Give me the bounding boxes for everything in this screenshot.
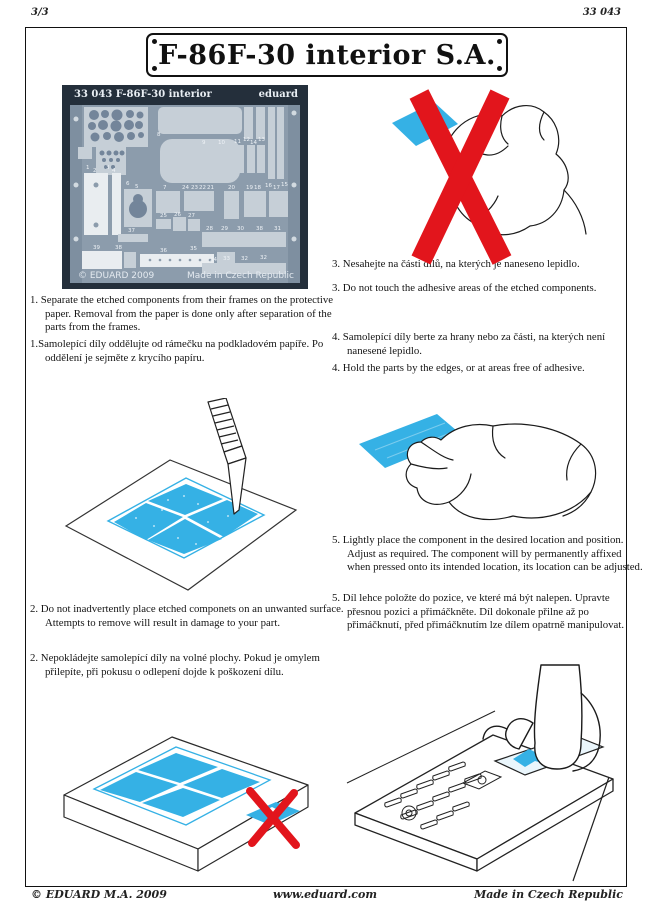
- press-in-place-illustration: [345, 663, 630, 883]
- step5-text-en: 5. Lightly place the component in the desired location and position. Adjust as required. The component will by permanently affixed when pressed onto its intended location, its location can be adjusted.: [332, 534, 643, 574]
- rivet-dot-icon: [152, 39, 157, 44]
- svg-text:5: 5: [135, 184, 139, 190]
- svg-text:29: 29: [221, 226, 228, 232]
- photoetch-fret-photo: [62, 85, 308, 289]
- svg-text:16: 16: [265, 183, 272, 189]
- step2-text-cz: 2. Nepokládejte samolepící díly na volné plochy. Pokud je omylem přilepíte, při pokusu o odlepení dojde k poškození dílu.: [30, 652, 320, 678]
- svg-text:37: 37: [128, 228, 135, 234]
- svg-text:27: 27: [188, 213, 195, 219]
- svg-text:35: 35: [190, 246, 197, 252]
- svg-text:15: 15: [281, 182, 288, 188]
- svg-text:8: 8: [157, 132, 161, 138]
- svg-text:28: 28: [206, 226, 213, 232]
- fret-plate: [70, 105, 300, 283]
- svg-text:11: 11: [234, 139, 241, 145]
- svg-text:2: 2: [93, 168, 97, 174]
- hold-part-graphic: [345, 392, 605, 527]
- title-plate: [146, 33, 508, 77]
- rivet-dot-icon: [152, 66, 157, 71]
- step1-text-en: 1. Separate the etched components from their frames on the protective paper. Removal from the paper is done only after separation of the parts from the frames.: [30, 294, 334, 334]
- knife-removal-illustration: [58, 398, 303, 598]
- svg-text:32: 32: [260, 255, 267, 261]
- hold-part-illustration: [345, 392, 605, 527]
- fret-brand-logo: eduard: [258, 89, 298, 100]
- press-in-place-graphic: [345, 663, 630, 883]
- svg-text:6: 6: [126, 181, 130, 187]
- wrong-surface-graphic: [50, 703, 325, 883]
- svg-text:10: 10: [218, 140, 225, 146]
- no-touch-illustration: [372, 88, 600, 266]
- footer-website: www.eduard.com: [273, 888, 377, 901]
- svg-text:25: 25: [160, 213, 167, 219]
- svg-text:9: 9: [202, 140, 206, 146]
- step2-text-en: 2. Do not inadvertently place etched componets on an unwanted surface. Attempts to remove will result in damage to your part.: [30, 603, 344, 629]
- no-touch-graphic: [372, 88, 600, 266]
- step4-text-en: 4. Hold the parts by the edges, or at areas free of adhesive.: [332, 362, 585, 374]
- fret-copyright: © EDUARD 2009: [78, 271, 155, 281]
- wrong-surface-illustration: [50, 703, 325, 883]
- svg-text:19: 19: [246, 185, 253, 191]
- rivet-dot-icon: [497, 39, 502, 44]
- page-number: 3/3: [31, 7, 49, 18]
- svg-text:21: 21: [207, 185, 214, 191]
- page-title: F-86F-30 interior S.A.: [158, 39, 496, 71]
- svg-text:26: 26: [174, 212, 181, 218]
- svg-text:31: 31: [274, 226, 281, 232]
- svg-text:30: 30: [237, 226, 244, 232]
- step3-text-en: 3. Do not touch the adhesive areas of the etched components.: [332, 282, 597, 294]
- fret-header-code: 33 043 F-86F-30 interior: [74, 89, 212, 100]
- step1-text-cz: 1.Samolepící díly oddělujte od rámečku na podkladovém papíře. Po oddělení je sejměte z krycího papíru.: [30, 338, 324, 364]
- fret-made-in: Made in Czech Republic: [187, 271, 294, 281]
- svg-text:39: 39: [93, 245, 100, 251]
- svg-text:14: 14: [250, 140, 257, 146]
- svg-text:34: 34: [210, 257, 217, 263]
- svg-text:20: 20: [228, 185, 235, 191]
- svg-text:38: 38: [256, 226, 263, 232]
- svg-text:24: 24: [182, 185, 189, 191]
- fret-parts-graphic: [70, 105, 300, 283]
- svg-text:22: 22: [199, 185, 206, 191]
- svg-text:3: 3: [106, 165, 110, 171]
- product-code: 33 043: [582, 7, 621, 18]
- svg-text:33: 33: [223, 256, 230, 262]
- svg-text:23: 23: [191, 185, 198, 191]
- svg-text:12: 12: [243, 137, 250, 143]
- svg-text:17: 17: [273, 185, 280, 191]
- svg-text:1: 1: [86, 165, 90, 171]
- svg-text:7: 7: [163, 185, 167, 191]
- footer-made-in: Made in Czech Republic: [474, 888, 623, 901]
- svg-text:38: 38: [115, 245, 122, 251]
- svg-text:32: 32: [241, 256, 248, 262]
- svg-text:36: 36: [160, 248, 167, 254]
- knife-removal-graphic: [58, 398, 303, 598]
- step5-text-cz: 5. Díl lehce položte do pozice, ve které má být nalepen. Upravte přesnou pozici a přimáčkněte. Díl dokonale přilne až po přimáčknutí, před přimáčknutím lze dílem opatrně manipulovat.: [332, 592, 625, 632]
- footer-copyright: © EDUARD M.A. 2009: [31, 888, 167, 901]
- svg-text:18: 18: [254, 185, 261, 191]
- svg-text:4: 4: [112, 168, 116, 174]
- rivet-dot-icon: [497, 66, 502, 71]
- svg-text:13: 13: [258, 137, 265, 143]
- step3-text-cz: 3. Nesahejte na části dílů, na kterých je naneseno lepidlo.: [332, 258, 580, 270]
- step4-text-cz: 4. Samolepící díly berte za hrany nebo za části, na kterých není nanesené lepidlo.: [332, 331, 606, 357]
